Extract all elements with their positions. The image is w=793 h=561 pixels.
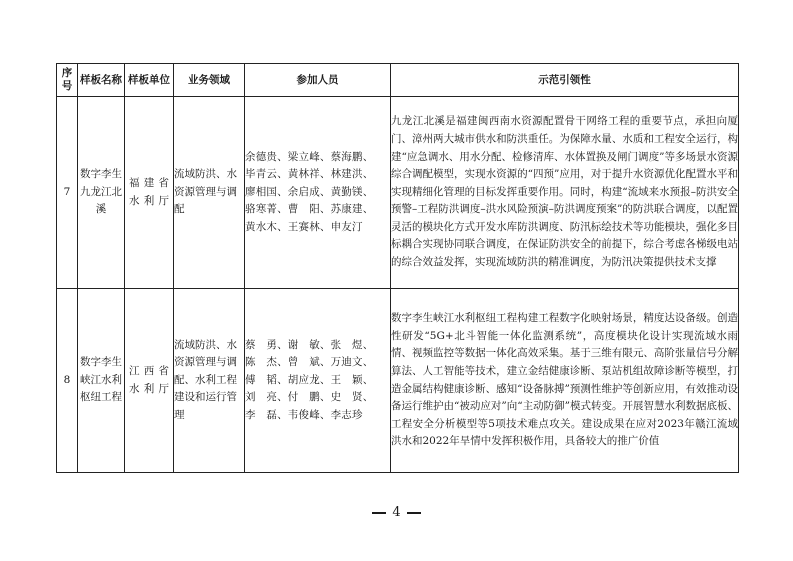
header-domain: 业务领域: [174, 64, 245, 97]
table-header-row: [57, 64, 739, 97]
people-line: 余德贵、梁立峰、蔡海鹏、: [245, 150, 374, 163]
footer-dash-right: [407, 512, 421, 514]
header-name: 样板名称: [78, 64, 125, 97]
header-desc: 示范引领性: [391, 64, 739, 97]
page-footer: [0, 505, 793, 520]
header-people: 参加人员: [245, 64, 391, 97]
cell-domain: 流域防洪、水资源管理与调配: [174, 97, 245, 289]
people-line: 陈 杰、曾 斌、万迪文、: [245, 356, 374, 369]
people-line: 李 磊、韦俊峰、李志珍: [245, 408, 363, 421]
people-line: 黄水木、王赛林、申友汀: [245, 220, 363, 233]
cell-desc: 九龙江北溪是福建闽西南水资源配置骨干网络工程的重要节点，承担向厦门、漳州两大城市供水和防洪重任。为保障水量、水质和工程安全运行，构建“应急调水、用水分配、检修清库、水体置换及闸门调度”等多场景水资源综合调配模型，实现水资源的“四预”应用，对于提升水资源优化配置水平和实现精细化管理的目标发挥重要作用。同时，构建“流域来水预报–防洪安全预警–工程防洪调度–洪水风险预演–防洪调度预案”的防洪联合调度，以配置灵活的模块化方式开发水库防洪调度、防汛标绘技术等功能模块，强化多目标耦合实现协同联合调度，在保证防洪安全的前提下，综合考虑各梯级电站的综合效益发挥，实现流域防洪的精准调度，为防汛决策提供技术支撑: [391, 97, 739, 289]
cell-no: 8: [57, 289, 78, 473]
people-line: 骆寒菁、曹 阳、苏康建、: [245, 203, 374, 216]
cell-name: 数字李生九龙江北溪: [78, 97, 125, 289]
people-line: 刘 亮、付 鹏、史 贤、: [245, 391, 374, 404]
cell-desc: 数字李生峡江水利枢纽工程构建工程数字化映射场景，精度达设备级。创造性研发“5G+北斗智能一体化监测系统”，高度模块化设计实现流域水雨情、视频监控等数据一体化高效采集。基于三维有限元、高阶张量信号分解算法、人工智能等技术，建立金结健康诊断、泵站机组故障诊断等模型，打造金属结构健康诊断、感知“设备脉搏”预测性维护等创新应用，有效推动设备运行维护由“被动应对”向“主动防御”模式转变。开展智慧水利数据底板、工程安全分析模型等5项技术难点攻关。建设成果在应对2023年赣江流域洪水和2022年旱情中发挥积极作用，具备较大的推广价值: [391, 289, 739, 473]
cell-domain: 流域防洪、水资源管理与调配、水利工程建设和运行管理: [174, 289, 245, 473]
page-number: 4: [392, 505, 401, 520]
header-unit: 样板单位: [125, 64, 174, 97]
cell-people: [245, 97, 391, 289]
sample-table: [56, 63, 739, 473]
table-row: [57, 289, 739, 473]
table-row: [57, 97, 739, 289]
cell-unit-text: 江西省水利厅: [129, 364, 169, 395]
cell-people: [245, 289, 391, 473]
people-line: 傅 韬、胡应龙、王 颖、: [245, 373, 374, 386]
people-line: 廖相国、余启成、黄勤镁、: [245, 185, 374, 198]
cell-unit-text: 福建省水利厅: [129, 176, 169, 207]
people-line: 蔡 勇、谢 敏、张 煜、: [245, 338, 374, 351]
footer-dash-left: [372, 512, 386, 514]
cell-name: 数字李生峡江水利枢纽工程: [78, 289, 125, 473]
cell-unit: [125, 289, 174, 473]
header-no: 序号: [57, 64, 78, 97]
cell-no: 7: [57, 97, 78, 289]
cell-unit: [125, 97, 174, 289]
people-line: 毕青云、黄林祥、林建洪、: [245, 168, 374, 181]
